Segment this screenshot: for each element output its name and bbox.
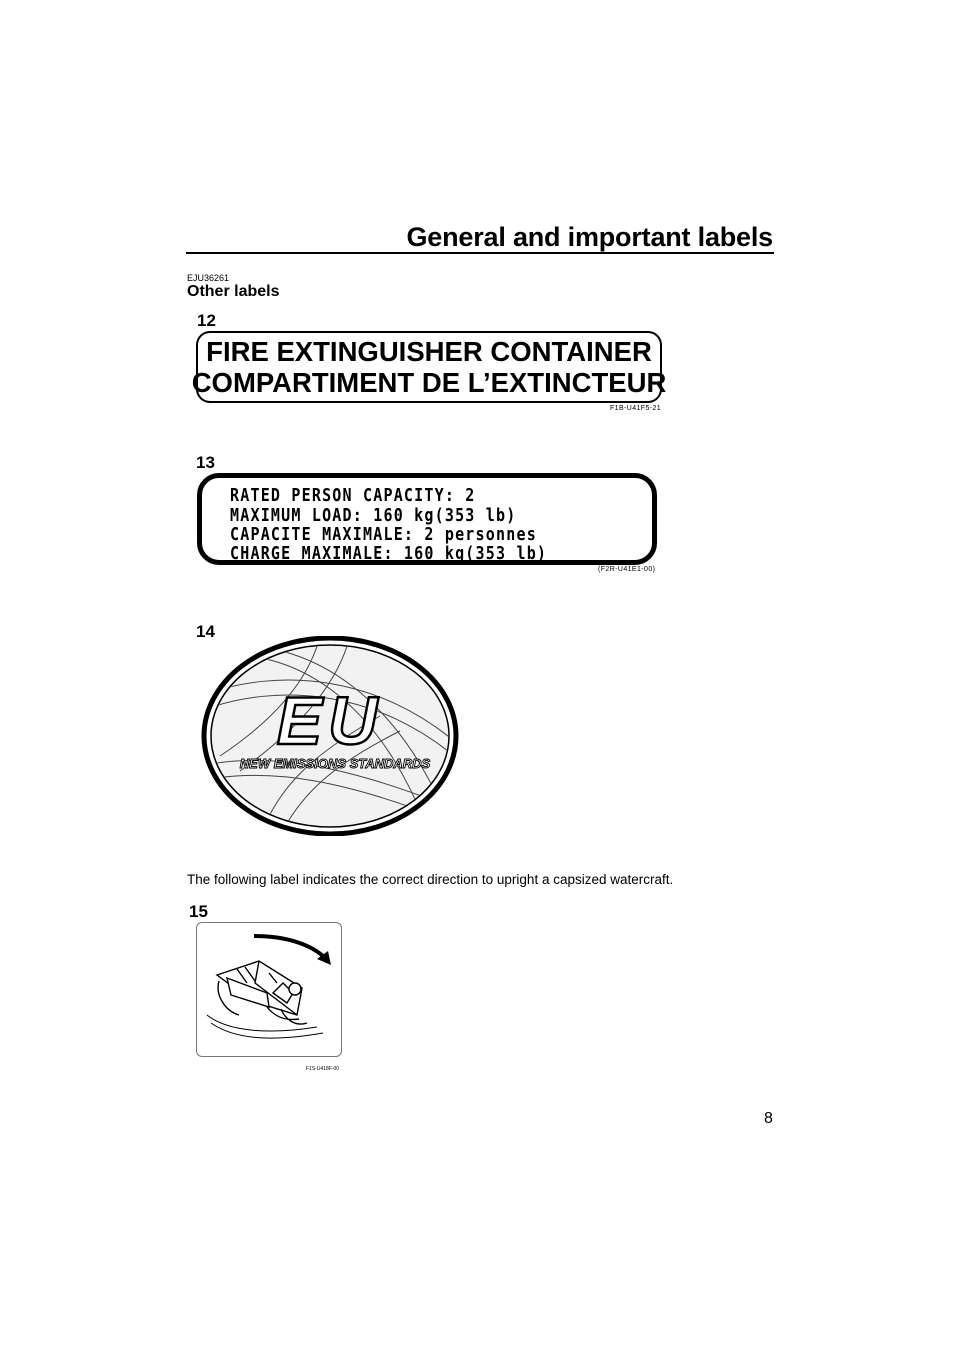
label-rated-capacity: [197, 473, 657, 565]
section-code: EJU36261: [187, 273, 230, 283]
label-15-number: 15: [189, 902, 208, 921]
label-12-line-2: COMPARTIMENT DE L’EXTINCTEUR: [191, 367, 667, 398]
label-13-line-4: CHARGE MAXIMALE: 160 kg(353 lb): [230, 542, 548, 564]
eu-logo-subtext: NEW EMISSIONS STANDARDS: [239, 756, 431, 771]
label-12-number: 12: [197, 311, 216, 330]
label-upright-direction: [196, 922, 342, 1057]
label-12-line-1: FIRE EXTINGUISHER CONTAINER: [206, 336, 652, 367]
section-heading: Other labels: [187, 283, 280, 300]
body-text: The following label indicates the correct direction to upright a capsized watercraft.: [187, 872, 674, 887]
upright-direction-arrow-icon: [254, 936, 331, 965]
label-13-number: 13: [196, 453, 215, 472]
title-rule: [186, 252, 774, 254]
label-13-code: (F2R-U41E1-00): [598, 566, 656, 573]
page-number: 8: [764, 1110, 773, 1127]
label-fire-extinguisher: [191, 331, 667, 403]
label-15-code: F1S-U418F-00: [306, 1066, 340, 1072]
eu-logo-text: EU: [276, 683, 384, 759]
label-13-line-1: RATED PERSON CAPACITY: 2: [230, 484, 476, 506]
label-13-line-2: MAXIMUM LOAD: 160 kg(353 lb): [230, 504, 517, 526]
label-14-number: 14: [196, 622, 215, 641]
page-title: General and important labels: [406, 222, 773, 252]
label-12-code: F1B-U41F5-21: [610, 405, 662, 412]
capsized-watercraft-icon: [207, 961, 323, 1038]
label-13-line-3: CAPACITE MAXIMALE: 2 personnes: [230, 523, 537, 545]
eu-emissions-logo: [200, 636, 460, 836]
